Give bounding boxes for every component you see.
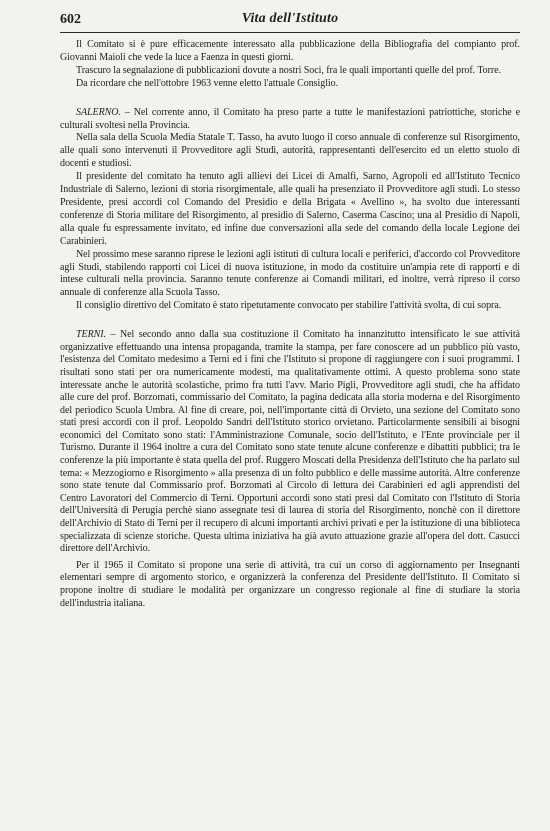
terni-section: [60, 329, 520, 610]
intro-section: [60, 39, 520, 91]
paragraph: Per il 1965 il Comitato si propone una serie di attività, tra cui un corso di aggiornamento per Insegnanti elementari sempre di argomento storico, e organizzerà la conferenza del Presidente dell'Istituto. Il Comitato si propone inoltre di studiare le modalità per organizzare un congresso regionale al fine di studiare la storia dell'industria italiana.: [60, 559, 520, 609]
paragraph: Trascuro la segnalazione di pubblicazioni dovute a nostri Soci, fra le quali importanti quelle del prof. Torre.: [76, 64, 502, 76]
page-number: 602: [60, 12, 81, 27]
paragraph: Il consiglio direttivo del Comitato è stato ripetutamente convocato per stabilire l'attività svolta, di cui sopra.: [76, 300, 502, 312]
city-heading: SALERNO.: [76, 106, 121, 118]
paragraph: Nella sala della Scuola Media Statale T. Tasso, ha avuto luogo il corso annuale di conferenze sul Risorgimento, alle quali sono intervenuti il Provveditore agli Studi, autorità, rappresentanti dell'esercito ed un eletto stuolo di docenti e studiosi.: [60, 132, 520, 170]
salerno-section: [60, 107, 520, 314]
page-header: [60, 10, 520, 33]
paragraph: Da ricordare che nell'ottobre 1963 venne eletto l'attuale Consiglio.: [76, 77, 339, 89]
lead-text: – Nel corrente anno, il Comitato ha preso parte a tutte le manifestazioni patriottiche, storiche e culturali svoltesi nella Provincia.: [60, 106, 520, 131]
city-heading: TERNI.: [76, 329, 106, 341]
paragraph: Il Comitato si è pure efficacemente interessato alla pubblicazione della Bibliografia del compianto prof. Giovanni Maioli che vede la luce a Faenza in questi giorni.: [60, 39, 520, 63]
section-lead-paragraph: [60, 329, 520, 556]
paragraph: Nel prossimo mese saranno riprese le lezioni agli istituti di cultura locali e periferici, d'accordo col Provveditore agli Studi, stabilendo rapporti coi Licei di nuova istituzione, in modo da costituire un'ampia rete di rapporti e di intese culturali nella provincia. Saranno tenute conferenze ai Comandi militari, ed inoltre, verrà ripreso il corso annuale di conferenze alla Scuola Tasso.: [60, 248, 520, 299]
paragraph: Il presidente del comitato ha tenuto agli allievi dei Licei di Amalfi, Sarno, Agropoli ed all'Istituto Tecnico Industriale di Salerno, lezioni di storia risorgimentale, alle quali ha presenziato il Provveditore agli studi. Lo stesso Presidente, presi accordi col Comando del Presidio e della Brigata « Avellino », ha svolto due interessanti conferenze di Storia militare del Risorgimento, al presidio di Salerno, Caserma Cascino; una al Presidio di Napoli, alla quale fu espressamente invitato, ed infine due conversazioni alla sede del comando della locale Legione dei Carabinieri.: [60, 171, 520, 247]
lead-text: – Nel secondo anno dalla sua costituzione il Comitato ha innanzitutto intensificato le sue attività organizzative effettuando una intensa propaganda, tramite la stampa, per fare conoscere ad un pubblico più vasto, l'esistenza del Comitato medesimo a Terni ed i fini che l'Istituto si propone di raggiungere con i suoi programmi. I risultati sono stati per ora numericamente modesti, ma qualitativamente ottimi. A questo problema sono state interessate anche le autorità scolastiche, primo fra tutti l'avv. Mario Pigli, Provveditore agli studi, che ha affidato alle cure del prof. Borzomati, commissario del Comitato, la pagina dedicata alla storia moderna e del Risorgimento del periodico Scuola Umbra. Al fine di creare, poi, nell'importante città di Orvieto, una sezione del Comitato sono stati presi accordi con il prof. Leopoldo Sandri dell'Istituto storico orvietano. Particolarmente sensibili ai bisogni economici del Comitato sono stati: l'Amministrazione Comunale, socio dell'Istituto, e l'Ente provinciale per il Turismo. Durante il 1964 inoltre a cura del Comitato sono state tenute alcune conferenze e dibattiti pubblici; tra le conferenze la più importante è stata quella del prof. Ruggero Moscati della Presidenza dell'Istituto che ha parlato sul tema: « Mezzogiorno e Risorgimento » alla presenza di un folto pubblico e delle massime autorità. Altre conferenze sono state tenute dal Commissario prof. Borzomati al Circolo di lettura dei Carabinieri ed agli apprendisti del Centro Lavoratori del Commercio di Terni. Opportuni accordi sono stati presi dal Comitato con l'Istituto di Storia dell'Università di Perugia perchè siano assegnate tesi di laurea di storia del Risorgimento, nonchè con il direttore dell'Archivio di Stato di Terni per il recupero di alcuni importanti archivi privati e per la istituzione di una biblioteca specializzata di scienze storiche. Questa ultima iniziativa ha già avuto attuazione grazie all'opera del dott. Casucci direttore dell'Archivio.: [60, 329, 520, 555]
section-lead-paragraph: [60, 107, 520, 133]
running-title: Vita dell'Istituto: [241, 11, 339, 26]
